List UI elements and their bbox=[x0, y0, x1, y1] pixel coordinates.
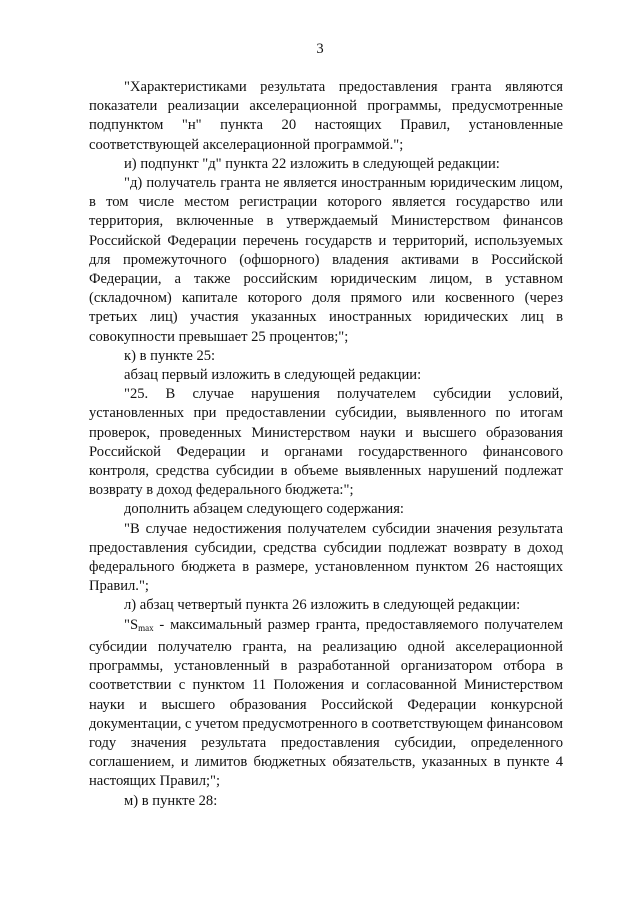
paragraph-clause-25: "25. В случае нарушения получателем субсидии условий, установленных при предоставлении субсидии, выявленного по итогам проверок, проведенных Министерством науки и высшего образования Российской Федерации и органами государственного финансового контроля, средства субсидии в объеме выявленных нарушений подлежат возврату в доход федерального бюджета:"; bbox=[89, 386, 563, 499]
smax-subscript: max bbox=[138, 622, 154, 633]
paragraph-result-characteristics: "Характеристиками результата предоставления гранта являются показатели реализации акселерационной программы, предусмотренные подпунктом "н" пункта 20 настоящих Правил, установленные соответствующей акселерационной программой."; bbox=[89, 79, 563, 153]
document-body bbox=[89, 78, 563, 811]
paragraph-amendment-k: к) в пункте 25: bbox=[124, 347, 216, 364]
smax-symbol: S bbox=[129, 616, 139, 633]
paragraph-grant-recipient-condition: "д) получатель гранта не является иностранным юридическим лицом, в том числе местом регистрации которого является государство или территория, включенные в утверждаемый Министерством финансов Российской Федерации перечень государств и территорий, используемых для промежуточного (офшорного) владения активами в Российской Федерации, а также российским юридическим лицом, в уставном (складочном) капитале которого доля прямого или косвенного (через третьих лиц) участия указанных иностранных юридических лиц в совокупности превышает 25 процентов;"; bbox=[89, 175, 563, 345]
paragraph-add-abzac: дополнить абзацем следующего содержания: bbox=[124, 501, 404, 518]
paragraph-non-achievement: "В случае недостижения получателем субсидии значения результата предоставления субсидии, средства субсидии подлежат возврату в доход федерального бюджета в размере, установленном пунктом 26 настоящих Правил."; bbox=[89, 520, 563, 595]
paragraph-first-abzac: абзац первый изложить в следующей редакции: bbox=[124, 367, 422, 384]
paragraph-smax-definition bbox=[89, 616, 563, 792]
smax-open-quote: " bbox=[124, 616, 130, 633]
smax-definition-text: - максимальный размер гранта, предоставляемого получателем субсидии получателю гранта, на реализацию одной акселерационной программы, установленный в разработанной организатором отбора в соответствии с пунктом 11 Положения и согласованной Министерством науки и высшего образования Российской Федерации конкурсной документации, с учетом предусмотренного в соответствующем финансовом году значения результата предоставления субсидии, определенного соглашением, и лимитов бюджетных обязательств, указанных в пункте 4 настоящих Правил;"; bbox=[89, 616, 563, 790]
paragraph-amendment-i: и) подпункт "д" пункта 22 изложить в следующей редакции: bbox=[124, 155, 500, 172]
paragraph-amendment-l: л) абзац четвертый пункта 26 изложить в следующей редакции: bbox=[124, 597, 521, 614]
paragraph-amendment-m: м) в пункте 28: bbox=[124, 792, 218, 809]
page-number: 3 bbox=[316, 41, 324, 57]
